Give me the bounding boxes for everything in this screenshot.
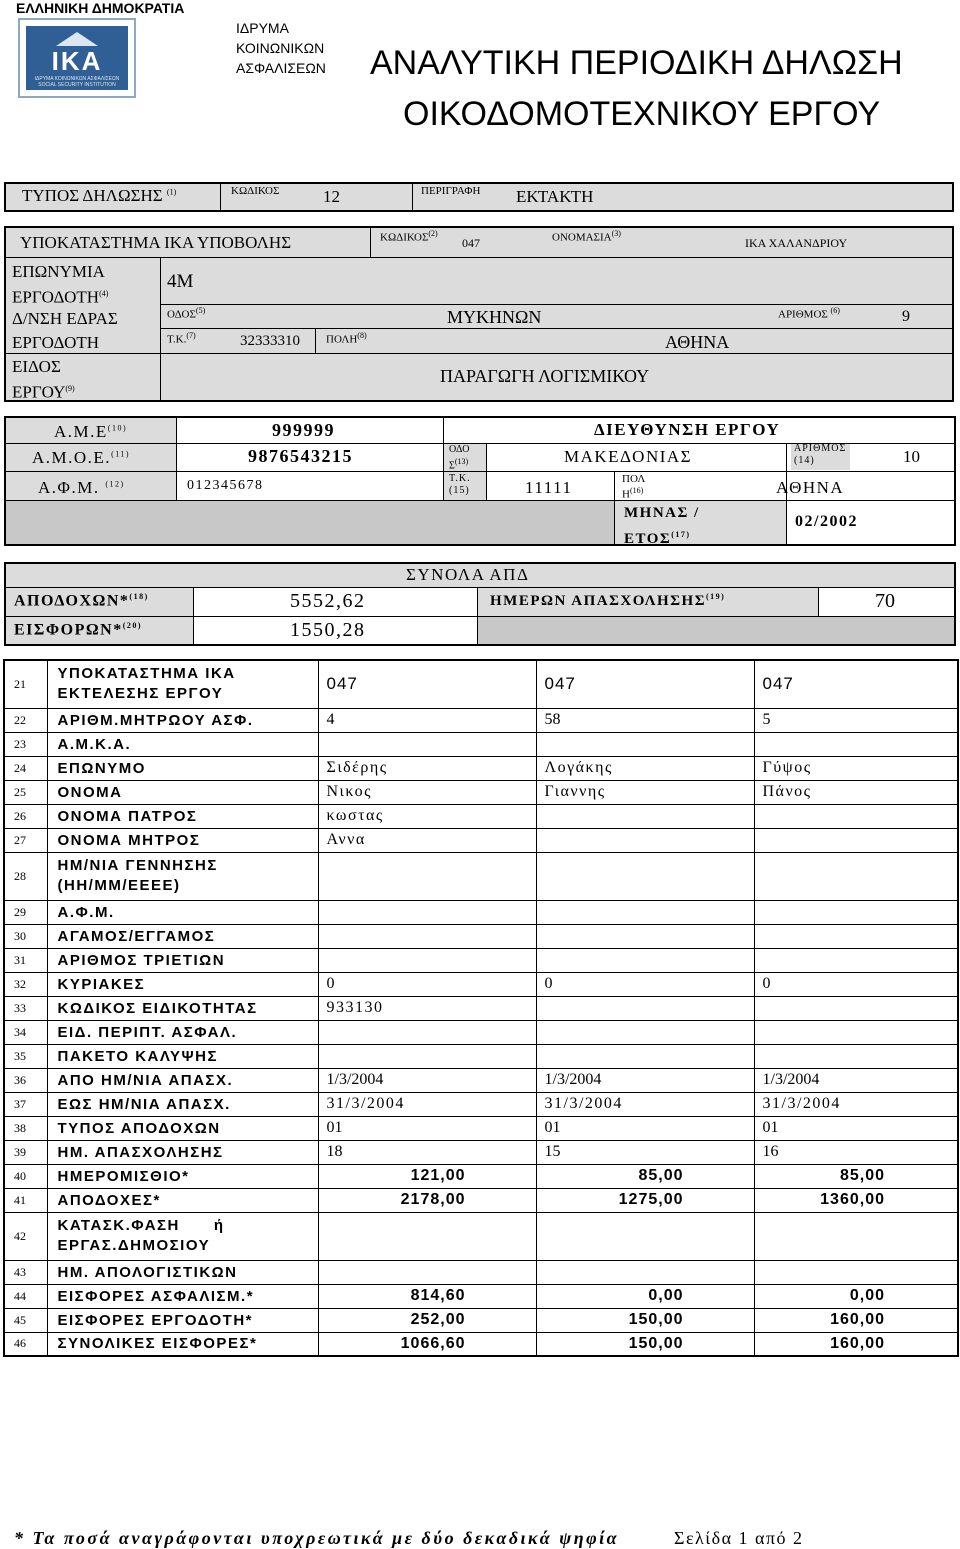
row-number: 23 [4,732,47,756]
row-label-line: ΑΠΟΔΟΧΕΣ* [57,1191,161,1209]
row-label [47,732,318,756]
row-number: 37 [4,1092,47,1116]
employee-1-value [318,852,536,900]
employee-2-value [536,852,754,900]
row-number: 27 [4,828,47,852]
employee-1-value: 4 [318,708,536,732]
project-city-label [622,473,645,501]
ame-label [54,422,127,442]
employee-1-value: 814,60 [318,1284,536,1308]
employee-2-value [536,828,754,852]
footnote-ref: (7) [186,331,196,340]
employee-2-value: 150,00 [536,1308,754,1332]
row-label-line: ΕΙΣΦΟΡΕΣ ΕΡΓΟΔΟΤΗ* [57,1311,254,1329]
row-label-line: ΟΝΟΜΑ ΜΗΤΡΟΣ [57,831,201,849]
amoe-value: 9876543215 [248,446,353,466]
employee-3-value: 31/3/2004 [754,1092,958,1116]
row-label-line: ΟΝΟΜΑ ΠΑΤΡΟΣ [57,807,198,825]
description-label: ΠΕΡΙΓΡΑΦΗ [421,185,481,197]
employee-1-value: 1066,60 [318,1332,536,1356]
employee-1-value: Νικος [318,780,536,804]
row-label [47,900,318,924]
row-label-line: ΚΥΡΙΑΚΕΣ [57,975,146,993]
footnote-ref: (16) [629,486,644,495]
employee-3-value: 1/3/2004 [754,1068,958,1092]
work-type: ΠΑΡΑΓΩΓΗ ΛΟΓΙΣΜΙΚΟΥ [440,366,650,386]
project-number: 10 [903,447,920,466]
row-label [47,756,318,780]
footer-note: * Τα ποσά αναγράφονται υποχρεωτικά με δύο δεκαδικά ψηφία [14,1528,620,1548]
row-label [47,1284,318,1308]
table-row [4,708,958,732]
row-label-line: ΚΑΤΑΣΚ.ΦΑΣΗ ή [57,1217,225,1234]
row-label [47,1212,318,1260]
employee-1-value: 0 [318,972,536,996]
label-text: ΗΜΕΡΩΝ ΑΠΑΣΧΟΛΗΣΗΣ [490,593,707,609]
table-row [4,732,958,756]
label-text: ΕΠΩΝΥΜΙΑ [12,262,105,281]
row-label-line: ΤΥΠΟΣ ΑΠΟΔΟΧΩΝ [57,1119,221,1137]
row-label-line: Α.Μ.Κ.Α. [57,735,132,753]
employee-1-value [318,732,536,756]
table-row [4,900,958,924]
label-text: ΑΠΟΔΟΧΩΝ* [14,592,130,610]
row-label-line: ΚΩΔΙΚΟΣ ΕΙΔΙΚΟΤΗΤΑΣ [57,999,258,1017]
employee-2-value: 58 [536,708,754,732]
row-label-line: ΕΡΓΑΣ.ΔΗΜΟΣΙΟΥ [57,1237,211,1254]
footnote-ref: (20) [122,621,143,630]
label-text: ΤΥΠΟΣ ΔΗΛΩΣΗΣ [22,186,163,205]
row-label-line: (ΗΗ/ΜΜ/ΕΕΕΕ) [57,877,181,894]
label-text: Τ.Κ. [167,333,187,346]
row-label-line: ΥΠΟΚΑΤΑΣΤΗΜΑ ΙΚΑ [57,665,236,683]
period-value: 02/2002 [795,513,858,530]
employee-1-value: 252,00 [318,1308,536,1332]
employee-2-value [536,948,754,972]
employee-3-value: 047 [754,660,958,708]
row-number: 26 [4,804,47,828]
row-label [47,828,318,852]
label-text: Σ [449,460,455,472]
row-number: 25 [4,780,47,804]
footnote-ref: (3) [611,229,621,238]
employee-2-value: 0 [536,972,754,996]
footnote-ref: (4) [99,289,109,298]
label-text: ΜΗΝΑΣ / [624,505,700,521]
footnote-ref: (10) [107,423,128,433]
footnote-ref: (2) [428,229,438,238]
employee-2-value: 01 [536,1116,754,1140]
row-label [47,1020,318,1044]
row-number: 39 [4,1140,47,1164]
table-row [4,1308,958,1332]
row-label-line: ΟΝΟΜΑ [57,783,123,801]
row-label-line: ΑΠΟ ΗΜ/ΝΙΑ ΑΠΑΣΧ. [57,1071,234,1089]
employee-2-value [536,900,754,924]
row-label-line: ΗΜΕΡΟΜΙΣΘΙΟ* [57,1167,190,1185]
page-title-line1: ΑΝΑΛΥΤΙΚΗ ΠΕΡΙΟΔΙΚΗ ΔΗΛΩΣΗ [370,44,903,82]
row-number: 36 [4,1068,47,1092]
branch-label: ΥΠΟΚΑΤΑΣΤΗΜΑ ΙΚΑ ΥΠΟΒΟΛΗΣ [20,233,292,252]
employee-2-value: 1275,00 [536,1188,754,1212]
employee-1-value: 2178,00 [318,1188,536,1212]
institute-line: ΚΟΙΝΩΝΙΚΩΝ [236,40,325,56]
table-row [4,1092,958,1116]
footnote-ref: (8) [357,331,367,340]
row-label-line: Α.Φ.Μ. [57,903,115,921]
city-label [326,331,367,346]
row-label-line: ΕΙΔ. ΠΕΡΙΠΤ. ΑΣΦΑΛ. [57,1023,238,1041]
employee-3-value [754,900,958,924]
row-number: 31 [4,948,47,972]
label-text: ΕΤΟΣ [624,531,672,547]
label-text: ΠΟΛ [622,473,646,485]
footnote-ref: (19) [706,592,726,601]
row-number: 29 [4,900,47,924]
employee-1-value: 121,00 [318,1164,536,1188]
employee-3-value: 16 [754,1140,958,1164]
employer-name: 4M [167,271,194,292]
employee-3-value: 160,00 [754,1308,958,1332]
row-label [47,1092,318,1116]
employee-1-value: 01 [318,1116,536,1140]
label-text: ΟΝΟΜΑΣΙΑ [552,231,612,244]
table-row [4,1044,958,1068]
table-row [4,1140,958,1164]
row-number: 40 [4,1164,47,1188]
employee-2-value [536,1020,754,1044]
total-days: 70 [875,590,895,612]
label-text: ΕΡΓΟΔΟΤΗ [12,333,100,352]
row-label [47,972,318,996]
ame-value: 999999 [272,420,335,440]
employee-3-value: 85,00 [754,1164,958,1188]
employee-1-value: Αννα [318,828,536,852]
label-text: Α.Μ.Ο.Ε. [32,448,112,467]
employee-2-value: Γιαννης [536,780,754,804]
employee-1-value [318,1020,536,1044]
label-text: ΟΔΟΣ [167,308,196,321]
row-number: 22 [4,708,47,732]
employee-2-value: 31/3/2004 [536,1092,754,1116]
row-label [47,1116,318,1140]
row-number: 35 [4,1044,47,1068]
institute-line: ΙΔΡΥΜΑ [236,20,289,36]
employee-3-value [754,924,958,948]
branch-code-label [380,229,438,244]
afm-label [38,478,125,498]
employee-2-value: 1/3/2004 [536,1068,754,1092]
row-label [47,1260,318,1284]
branch-code: 047 [462,236,480,250]
label-text: ΠΟΛΗ [326,333,358,346]
employee-1-value: κωστας [318,804,536,828]
table-row [4,1164,958,1188]
table-row [4,660,958,708]
employee-3-value: 0,00 [754,1284,958,1308]
employee-3-value: 0 [754,972,958,996]
row-number: 30 [4,924,47,948]
label-text: ΚΩΔΙΚΟΣ [380,231,429,244]
employee-2-value: 150,00 [536,1332,754,1356]
row-number: 24 [4,756,47,780]
row-number: 45 [4,1308,47,1332]
footnote-ref: (6) [830,306,840,315]
amoe-label [32,448,130,468]
employee-1-value [318,924,536,948]
row-label [47,1164,318,1188]
logo-caption: ΙΔΡΥΜΑ ΚΟΙΝΩΝΙΚΩΝ ΑΣΦΑΛΙΣΕΩΝ SOCIAL SECURITY INSTITUTION [34,76,120,88]
employee-3-value: 1360,00 [754,1188,958,1212]
row-label-line: ΕΩΣ ΗΜ/ΝΙΑ ΑΠΑΣΧ. [57,1095,231,1113]
project-address-title: ΔΙΕΥΘΥΝΣΗ ΕΡΓΟΥ [594,420,781,439]
table-row [4,1260,958,1284]
employee-3-value [754,1212,958,1260]
row-label [47,924,318,948]
employee-1-value [318,1260,536,1284]
table-row [4,756,958,780]
footnote-ref: (15) [449,485,470,496]
label-text: ΟΔΟ [449,444,470,455]
employer-name-label [12,261,108,309]
row-label [47,852,318,900]
row-number: 46 [4,1332,47,1356]
table-row [4,1284,958,1308]
totals-title: ΣΥΝΟΛΑ ΑΠΔ [406,565,530,584]
branch-name-label [552,229,621,244]
row-label-line: ΗΜ. ΑΠΑΣΧΟΛΗΣΗΣ [57,1143,224,1161]
project-city: ΑΘΗΝΑ [776,478,845,497]
total-contributions: 1550,28 [290,619,366,641]
logo-roof-icon [56,32,98,46]
afm-value: 012345678 [187,478,264,493]
employee-3-value: Γύψος [754,756,958,780]
total-earnings: 5552,62 [290,590,366,612]
street-label [167,306,205,321]
table-row [4,1212,958,1260]
row-label-line: ΕΙΣΦΟΡΕΣ ΑΣΦΑΛΙΣΜ.* [57,1287,255,1305]
contributions-label [14,621,142,639]
row-number: 42 [4,1212,47,1260]
row-number: 28 [4,852,47,900]
employee-2-value: 047 [536,660,754,708]
employee-3-value [754,1044,958,1068]
employee-2-value [536,1212,754,1260]
table-row [4,780,958,804]
row-label [47,1068,318,1092]
employees-table-body [4,660,958,1356]
employee-3-value: 160,00 [754,1332,958,1356]
label-text: Η [622,488,630,501]
employee-3-value [754,732,958,756]
employee-1-value [318,1212,536,1260]
row-label [47,996,318,1020]
table-row [4,972,958,996]
employee-1-value [318,948,536,972]
table-row [4,1332,958,1356]
employee-3-value [754,948,958,972]
employee-3-value: Πάνος [754,780,958,804]
employee-3-value [754,1020,958,1044]
employee-1-value [318,900,536,924]
row-label [47,1188,318,1212]
row-label-line: ΕΚΤΕΛΕΣΗΣ ΕΡΓΟΥ [57,685,224,703]
employee-2-value: Λογάκης [536,756,754,780]
employee-2-value [536,924,754,948]
table-row [4,828,958,852]
logo-text: ΙΚΑ [51,46,103,76]
row-label-line: ΑΡΙΘΜ.ΜΗΤΡΩΟΥ ΑΣΦ. [57,711,254,729]
footnote-ref: (1) [166,187,177,197]
employee-1-value: 047 [318,660,536,708]
label-text: Α.Φ.Μ. [38,478,100,497]
label-text: Τ.Κ. [449,473,471,484]
earnings-label [14,592,149,610]
employee-2-value [536,804,754,828]
label-text: ΕΡΓΟΥ [12,382,66,402]
footnote-ref: (11) [111,449,131,459]
employee-3-value [754,1260,958,1284]
row-number: 41 [4,1188,47,1212]
employee-2-value [536,732,754,756]
footnote-ref: (18) [129,592,149,601]
row-label-line: ΕΠΩΝΥΜΟ [57,759,146,777]
code-label: ΚΩΔΙΚΟΣ [231,185,280,197]
row-label-line: ΠΑΚΕΤΟ ΚΑΛΥΨΗΣ [57,1047,219,1065]
footnote-ref: (5) [195,306,206,315]
row-number: 38 [4,1116,47,1140]
label-text: ΑΡΙΘΜΟΣ [778,308,828,321]
row-label [47,948,318,972]
table-row [4,1068,958,1092]
period-label [624,503,700,550]
employer-zip: 32333310 [240,333,300,349]
employee-1-value: 1/3/2004 [318,1068,536,1092]
employee-2-value: 0,00 [536,1284,754,1308]
row-label [47,1140,318,1164]
declaration-code: 12 [323,187,340,206]
footnote-ref: (12) [105,479,125,489]
branch-name: ΙΚΑ ΧΑΛΑΝΔΡΙΟΥ [745,236,848,250]
employee-2-value: 15 [536,1140,754,1164]
page-number: Σελίδα 1 από 2 [674,1528,804,1548]
employer-address-label [12,307,118,355]
employee-1-value: 18 [318,1140,536,1164]
table-row [4,1116,958,1140]
employee-2-value [536,1260,754,1284]
label-text: ΕΙΔΟΣ [12,357,61,376]
table-row [4,804,958,828]
employee-2-value [536,996,754,1020]
row-number: 34 [4,1020,47,1044]
employee-3-value [754,996,958,1020]
table-row [4,1020,958,1044]
label-text: Α.Μ.Ε [54,422,108,441]
page-title-line2: ΟΙΚΟΔΟΜΟΤΕΧΝΙΚΟΥ ΕΡΓΟΥ [403,95,881,133]
employee-1-value [318,1044,536,1068]
label-text: ΕΙΣΦΟΡΩΝ* [14,621,123,639]
project-street: ΜΑΚΕΔΟΝΙΑΣ [564,447,693,466]
employee-3-value [754,804,958,828]
row-label-line: ΣΥΝΟΛΙΚΕΣ ΕΙΣΦΟΡΕΣ* [57,1335,258,1353]
label-text: ΑΡΙΘΜΟΣ [794,443,847,454]
employees-table [3,659,959,1357]
project-street-label [449,444,469,472]
work-type-label [12,356,75,404]
employee-1-value: 933130 [318,996,536,1020]
days-label [490,592,725,610]
label-text: ΕΡΓΟΔΟΤΗ [12,287,100,307]
footnote-ref: (9) [65,384,75,393]
row-label-line: ΗΜ. ΑΠΟΛΟΓΙΣΤΙΚΩΝ [57,1263,238,1281]
row-label-line: ΗΜ/ΝΙΑ ΓΕΝΝΗΣΗΣ [57,857,218,874]
table-row [4,1188,958,1212]
employer-street: ΜΥΚΗΝΩΝ [447,307,542,327]
number-label [778,306,840,321]
project-zip-label [449,473,471,497]
declaration-type-label [22,186,176,206]
table-row [4,996,958,1020]
state-name: ΕΛΛΗΝΙΚΗ ΔΗΜΟΚΡΑΤΙΑ [16,0,185,16]
employee-1-value: 31/3/2004 [318,1092,536,1116]
institute-line: ΑΣΦΑΛΙΣΕΩΝ [236,60,326,76]
footnote-ref: (17) [671,530,691,539]
table-row [4,852,958,900]
footnote-ref: (14) [794,455,815,466]
employee-3-value: 5 [754,708,958,732]
row-number: 32 [4,972,47,996]
institute-name [236,18,326,78]
row-label-line: ΑΓΑΜΟΣ/ΕΓΓΑΜΟΣ [57,927,216,945]
declaration-description: ΕΚΤΑΚΤΗ [516,187,594,206]
table-row [4,924,958,948]
footnote-ref: (13) [454,457,469,466]
row-label [47,1308,318,1332]
row-number: 21 [4,660,47,708]
employee-2-value: 85,00 [536,1164,754,1188]
row-label [47,660,318,708]
ika-logo [18,18,136,98]
employee-3-value: 01 [754,1116,958,1140]
employee-2-value [536,1044,754,1068]
project-zip: 11111 [525,478,573,497]
row-label-line: ΑΡΙΘΜΟΣ ΤΡΙΕΤΙΩΝ [57,951,226,969]
row-number: 44 [4,1284,47,1308]
employee-3-value [754,852,958,900]
project-number-label [794,443,846,467]
employer-city: ΑΘΗΝΑ [665,332,730,352]
row-label [47,1332,318,1356]
row-number: 33 [4,996,47,1020]
table-row [4,948,958,972]
row-label [47,708,318,732]
employee-3-value [754,828,958,852]
zip-label [167,331,196,346]
row-number: 43 [4,1260,47,1284]
employer-number: 9 [902,308,910,325]
employee-1-value: Σιδέρης [318,756,536,780]
row-label [47,1044,318,1068]
row-label [47,780,318,804]
label-text: Δ/ΝΣΗ ΕΔΡΑΣ [12,309,118,328]
row-label [47,804,318,828]
